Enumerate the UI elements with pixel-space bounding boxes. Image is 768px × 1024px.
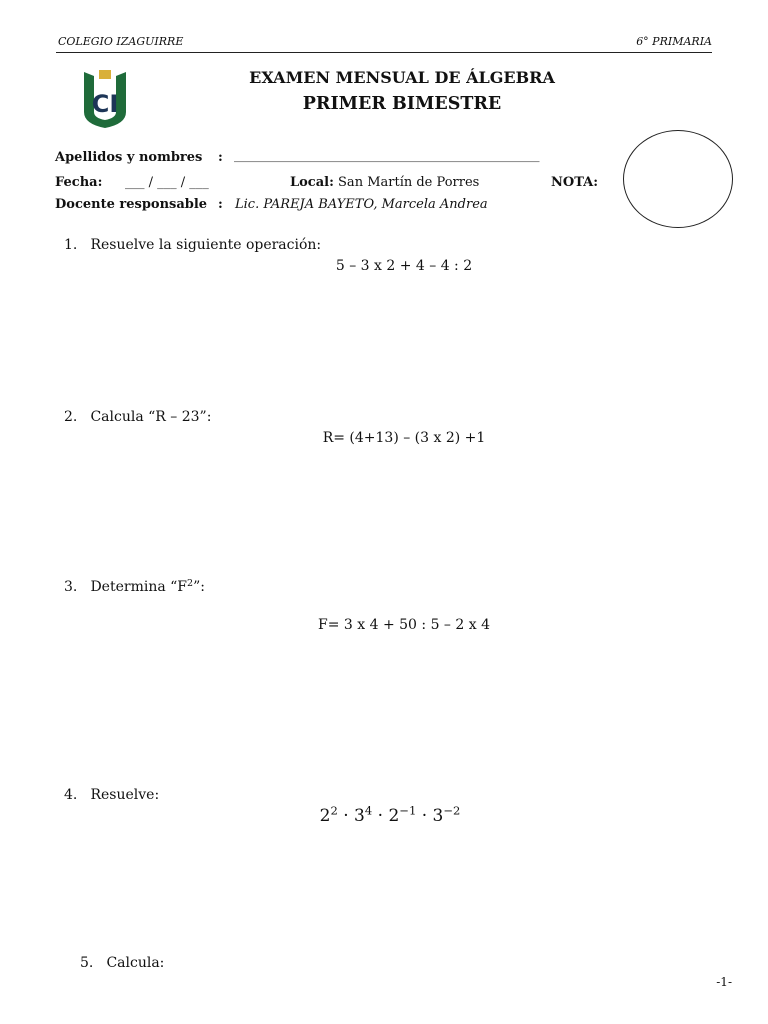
school-name: COLEGIO IZAGUIRRE <box>58 35 184 48</box>
question-prompt: Determina “$F^2$”: <box>90 577 205 595</box>
date-blank: ___ / ___ / ___ <box>125 175 209 190</box>
exam-subtitle: PRIMER BIMESTRE <box>302 94 502 114</box>
nota-label: NOTA: <box>551 175 599 190</box>
question-4 <box>64 787 159 803</box>
teacher-label: Docente responsable <box>55 197 208 212</box>
teacher-colon: : <box>218 197 223 212</box>
grade-circle <box>623 130 733 228</box>
question-number: 3. <box>64 579 78 595</box>
local-field <box>290 175 479 190</box>
question-number: 1. <box>64 237 78 253</box>
exam-title: EXAMEN MENSUAL DE ÁLGEBRA <box>249 68 555 87</box>
question-2-formula: R= (4+13) – (3 x 2) +1 <box>322 430 486 446</box>
local-value: San Martín de Porres <box>338 175 480 190</box>
name-label: Apellidos y nombres <box>55 150 203 165</box>
name-blank: _______________________________________________ <box>234 148 540 163</box>
name-colon: : <box>218 150 223 165</box>
teacher-value: Lic. PAREJA BAYETO, Marcela Andrea <box>235 197 488 212</box>
logo-lettering: CI <box>91 90 119 118</box>
date-label: Fecha: <box>55 175 103 190</box>
header-rule <box>56 52 712 53</box>
question-prompt: Resuelve la siguiente operación: <box>90 237 322 253</box>
question-1 <box>64 237 321 253</box>
question-prompt: Resuelve: <box>90 787 160 803</box>
question-prompt: Calcula “R – 23”: <box>90 409 212 425</box>
local-label: Local: <box>290 175 334 190</box>
page-number: -1- <box>716 975 732 989</box>
question-3 <box>64 579 205 595</box>
question-2 <box>64 409 211 425</box>
question-number: 2. <box>64 409 78 425</box>
question-4-formula: $2^2 \cdot 3^4 \cdot 2^{-1} \cdot 3^{-2}$ <box>319 803 461 826</box>
question-5 <box>80 955 164 971</box>
question-number: 4. <box>64 787 78 803</box>
question-prompt: Calcula: <box>106 955 165 971</box>
question-3-formula: F= 3 x 4 + 50 : 5 – 2 x 4 <box>318 617 490 633</box>
grade-label: 6° PRIMARIA <box>636 35 712 48</box>
question-number: 5. <box>80 955 94 971</box>
question-1-formula: 5 – 3 x 2 + 4 – 4 : 2 <box>335 258 473 274</box>
